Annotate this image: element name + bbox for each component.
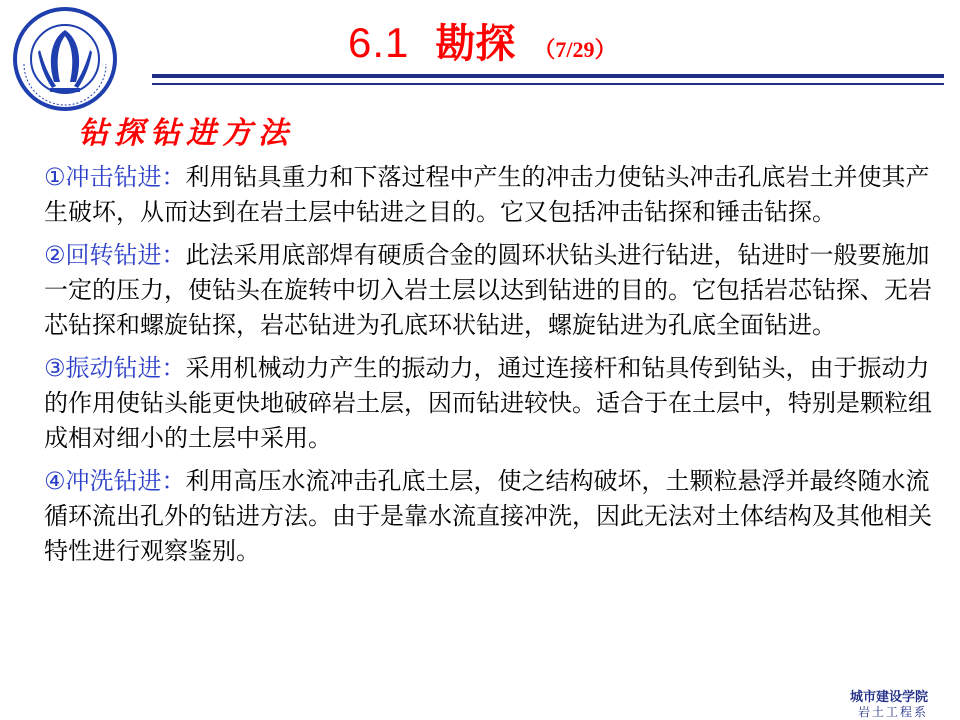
list-item [44, 351, 934, 456]
slide-title [348, 12, 617, 69]
list-item [44, 464, 934, 569]
item-label: ①冲击钻进： [44, 163, 186, 191]
title-number: 6.1 [348, 19, 410, 66]
item-text: 利用高压水流冲击孔底土层，使之结构破坏，土颗粒悬浮并最终随水流循环流出孔外的钻进方法。由于是靠水流直接冲洗，因此无法对土体结构及其他相关特性进行观察鉴别。 [44, 467, 932, 565]
footer-college: 城市建设学院 [849, 690, 928, 705]
university-logo [10, 4, 120, 114]
header-rule-thick [152, 74, 944, 78]
page-indicator: （7/29） [533, 37, 617, 62]
title-text: 勘探 [435, 20, 516, 67]
item-label: ②回转钻进： [44, 241, 186, 269]
list-item [44, 160, 934, 230]
header-rule-thin [152, 83, 944, 85]
item-text: 此法采用底部焊有硬质合金的圆环状钻头进行钻进，钻进时一般要施加一定的压力，使钻头在旋转中切入岩土层以达到钻进的目的。它包括岩芯钻探、无岩芯钻探和螺旋钻探，岩芯钻进为孔底环状钻进，螺旋钻进为孔底全面钻进。 [44, 241, 932, 339]
content-body [44, 160, 934, 577]
item-label: ③振动钻进： [44, 354, 186, 382]
footer-department: 岩土工程系 [857, 705, 928, 719]
section-subtitle: 钻探钻进方法 [78, 116, 294, 151]
item-text: 利用钻具重力和下落过程中产生的冲击力使钻头冲击孔底岩土并使其产生破坏，从而达到在岩土层中钻进之目的。它又包括冲击钻探和锤击钻探。 [44, 163, 930, 226]
university-seal-icon [10, 4, 120, 114]
item-text: 采用机械动力产生的振动力，通过连接杆和钻具传到钻头，由于振动力的作用使钻头能更快地破碎岩土层，因而钻进较快。适合于在土层中，特别是颗粒组成相对细小的土层中采用。 [44, 354, 932, 452]
list-item [44, 238, 934, 343]
item-label: ④冲洗钻进： [44, 467, 186, 495]
